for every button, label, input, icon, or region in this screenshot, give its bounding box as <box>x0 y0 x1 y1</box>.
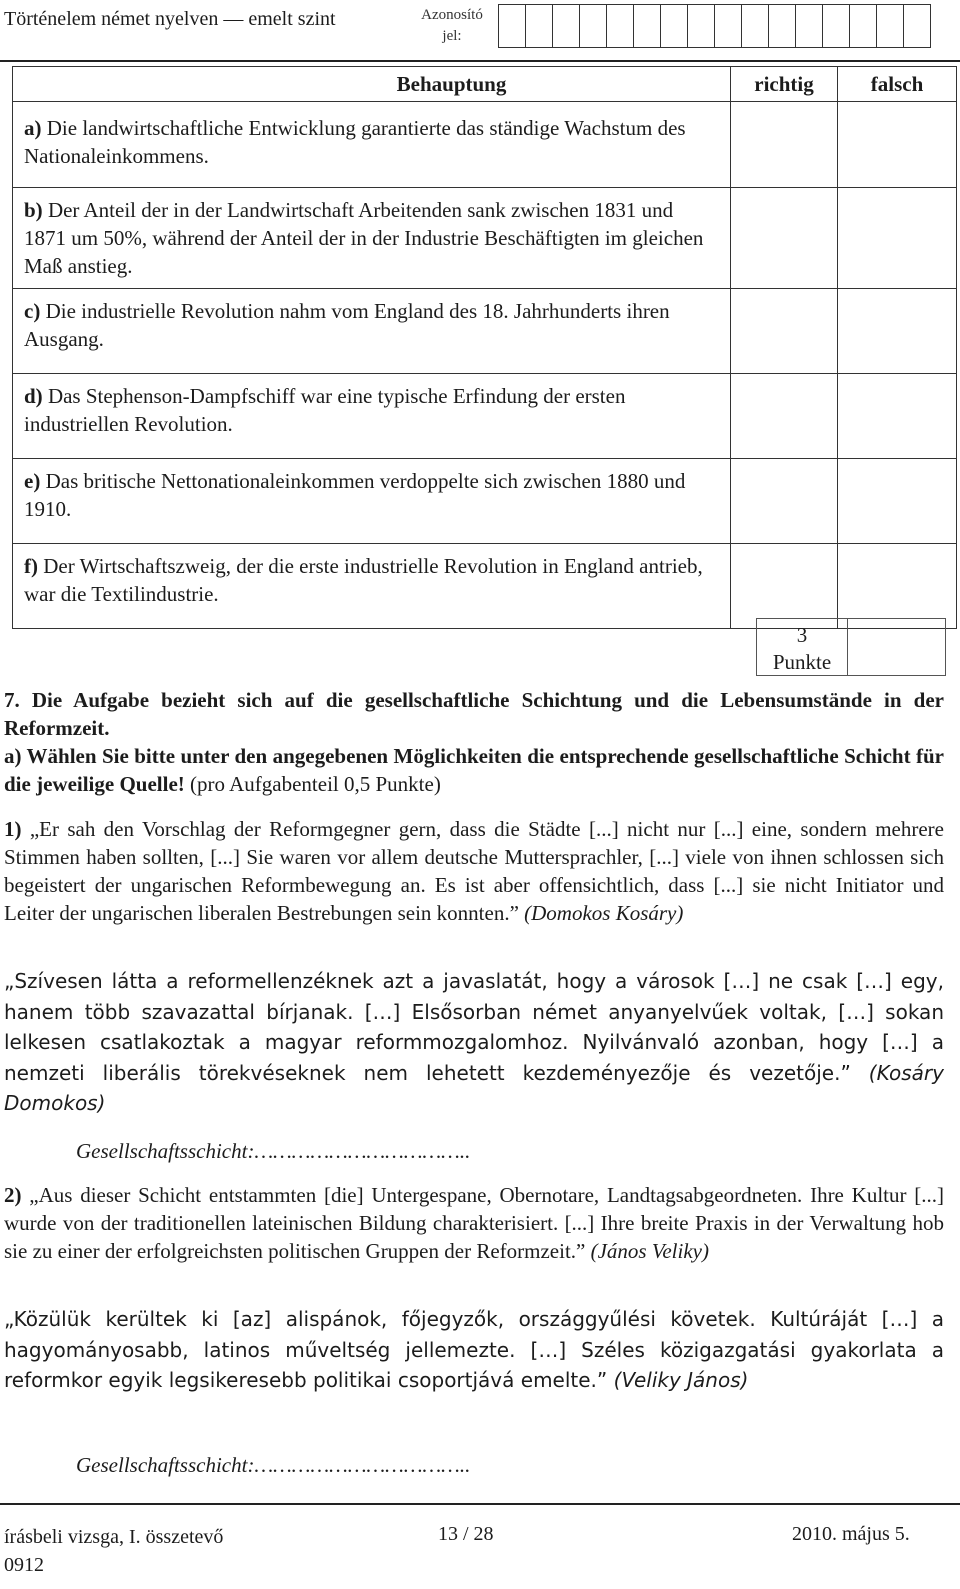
answer-cell-falsch-b[interactable] <box>838 188 957 289</box>
table-row <box>13 374 957 459</box>
statement-label: c) <box>24 299 41 323</box>
statement-label: f) <box>24 554 38 578</box>
statement-c <box>13 289 731 374</box>
answer-cell-falsch-a[interactable] <box>838 102 957 188</box>
statement-text: Das Stephenson-Dampfschiff war eine typische Erfindung der ersten industriellen Revolution. <box>24 384 626 436</box>
source-label: 2) <box>4 1183 22 1207</box>
answer-cell-falsch-e[interactable] <box>838 459 957 544</box>
answer-cell-richtig-f[interactable] <box>731 544 838 629</box>
table-row <box>13 544 957 629</box>
statement-text: Der Anteil der in der Landwirtschaft Arbeitenden sank zwischen 1831 und 1871 um 50%, während der Anteil der in der Industrie Beschäftigten im gleichen Maß anstieg. <box>24 198 704 278</box>
table-row <box>13 102 957 188</box>
id-digit-box[interactable] <box>579 4 607 48</box>
statement-label: b) <box>24 198 43 222</box>
id-digit-box[interactable] <box>903 4 931 48</box>
id-label <box>412 5 492 47</box>
id-digit-box[interactable] <box>795 4 823 48</box>
statement-f <box>13 544 731 629</box>
header-falsch: falsch <box>838 67 957 102</box>
source-2-german <box>4 1181 944 1265</box>
source-1-hungarian <box>4 966 944 1119</box>
source-text: „Er sah den Vorschlag der Reformgegner gern, dass die Städte [...] nicht nur [...] eine, sondern mehrere Stimmen haben sollten, [...] Sie waren vor allem deutsche Muttersprachler, [...] viele von ihnen schlossen sich begeistert der ungarischen Reformbewegung an. Es ist aber offensichtlich, dass [...] sie nicht Initiator und Leiter der ungarischen liberalen Bestrebungen sein konnten.” <box>4 817 944 925</box>
statement-d <box>13 374 731 459</box>
id-label-line2: jel: <box>442 28 462 44</box>
id-digit-box[interactable] <box>687 4 715 48</box>
answer-cell-richtig-c[interactable] <box>731 289 838 374</box>
statement-text: Die industrielle Revolution nahm vom England des 18. Jahrhunderts ihren Ausgang. <box>24 299 670 351</box>
table-row <box>13 459 957 544</box>
instruction-bold: a) Wählen Sie bitte unter den angegebenen Möglichkeiten die entsprechende gesellschaftliche Schicht für die jeweilige Quelle! <box>4 744 944 796</box>
statement-text: Das britische Nettonationaleinkommen verdoppelte sich zwischen 1880 und 1910. <box>24 469 686 521</box>
source-text-hu: „Szívesen látta a reformellenzéknek azt a javaslatát, hogy a városok […] ne csak […] egy, hanem több szavazattal bírjanak. […] Elsősorban német anyanyelvűek voltak, […] sokan lelkesen csatlakoztak a magyar reformmozgalomhoz. Nyilvánvaló azonban, hogy […] a nemzeti liberális törekvéseknek nem lehetett kezdeményezője és vezetője.” <box>4 969 944 1085</box>
page-header-title: Történelem német nyelven — emelt szint <box>4 8 336 30</box>
source-author: (János Veliky) <box>585 1239 709 1263</box>
points-label <box>756 618 848 676</box>
statement-label: e) <box>24 469 41 493</box>
statement-a <box>13 102 731 188</box>
source-author-hu: (Kosáry Domokos) <box>4 1060 944 1115</box>
source-2-hungarian <box>4 1304 944 1396</box>
id-digit-box[interactable] <box>822 4 850 48</box>
instruction-points: (pro Aufgabenteil 0,5 Punkte) <box>184 772 441 796</box>
id-digit-box[interactable] <box>660 4 688 48</box>
id-digit-box[interactable] <box>552 4 580 48</box>
source-text-hu: „Közülük kerültek ki [az] alispánok, főjegyzők, országgyűlési követek. Kultúráját […] a hagyományosabb, latinos műveltség jellemezte. […] Széles közigazgatási gyakorlata a reformkor egyik legsikeresebb politikai csoportjává emelte.” <box>4 1307 944 1392</box>
id-label-line1: Azonosító <box>421 7 483 23</box>
statement-e <box>13 459 731 544</box>
id-digit-box[interactable] <box>525 4 553 48</box>
header-divider <box>0 60 960 62</box>
source-text: „Aus dieser Schicht entstammten [die] Untergespane, Obernotare, Landtagsabgeordneten. Ihre Kultur [...] wurde von der traditionellen lateinischen Bildung charakterisiert. [...] Ihre breite Praxis in der Verwaltung hob sie zu einer der erfolgreichsten politischen Gruppen der Reformzeit.” <box>4 1183 944 1263</box>
footer-date: 2010. május 5. <box>792 1523 910 1545</box>
statement-table <box>12 66 957 629</box>
footer-exam-code: 0912 <box>4 1554 44 1576</box>
answer-cell-richtig-e[interactable] <box>731 459 838 544</box>
id-boxes <box>498 4 930 48</box>
points-value: 3 <box>796 623 808 647</box>
table-row <box>13 188 957 289</box>
answer-line-2[interactable]: Gesellschaftsschicht:…………………………….. <box>76 1453 471 1477</box>
task-title: 7. Die Aufgabe bezieht sich auf die gesellschaftliche Schichtung und die Lebensumstände in der Reformzeit. <box>4 688 944 740</box>
answer-cell-falsch-c[interactable] <box>838 289 957 374</box>
answer-cell-richtig-a[interactable] <box>731 102 838 188</box>
id-digit-box[interactable] <box>876 4 904 48</box>
answer-cell-richtig-b[interactable] <box>731 188 838 289</box>
table-row <box>13 289 957 374</box>
answer-cell-richtig-d[interactable] <box>731 374 838 459</box>
footer-exam-label: írásbeli vizsga, I. összetevő <box>4 1526 224 1548</box>
statement-text: Der Wirtschaftszweig, der die erste industrielle Revolution in England antrieb, war die Textilindustrie. <box>24 554 703 606</box>
points-box <box>756 618 946 676</box>
points-unit: Punkte <box>772 650 832 674</box>
points-score-field[interactable] <box>848 618 946 676</box>
statement-label: d) <box>24 384 43 408</box>
statement-b <box>13 188 731 289</box>
id-digit-box[interactable] <box>714 4 742 48</box>
answer-line-1[interactable]: Gesellschaftsschicht:…………………………….. <box>76 1139 471 1163</box>
footer-exam-info <box>4 1523 223 1579</box>
statement-text: Die landwirtschaftliche Entwicklung garantierte das ständige Wachstum des Nationaleinkommens. <box>24 116 686 168</box>
id-digit-box[interactable] <box>633 4 661 48</box>
source-author: (Domokos Kosáry) <box>518 901 684 925</box>
id-digit-box[interactable] <box>741 4 769 48</box>
id-digit-box[interactable] <box>498 4 526 48</box>
id-digit-box[interactable] <box>768 4 796 48</box>
statement-label: a) <box>24 116 42 140</box>
answer-cell-falsch-d[interactable] <box>838 374 957 459</box>
table-header-row <box>13 67 957 102</box>
header-behauptung: Behauptung <box>13 67 731 102</box>
footer-divider <box>0 1503 960 1505</box>
header-richtig: richtig <box>731 67 838 102</box>
id-digit-box[interactable] <box>606 4 634 48</box>
source-1-german <box>4 815 944 927</box>
source-author-hu: (Veliky János) <box>607 1368 749 1392</box>
footer-page-number: 13 / 28 <box>438 1523 494 1545</box>
source-label: 1) <box>4 817 22 841</box>
answer-cell-falsch-f[interactable] <box>838 544 957 629</box>
id-digit-box[interactable] <box>849 4 877 48</box>
task-instruction <box>4 742 944 798</box>
